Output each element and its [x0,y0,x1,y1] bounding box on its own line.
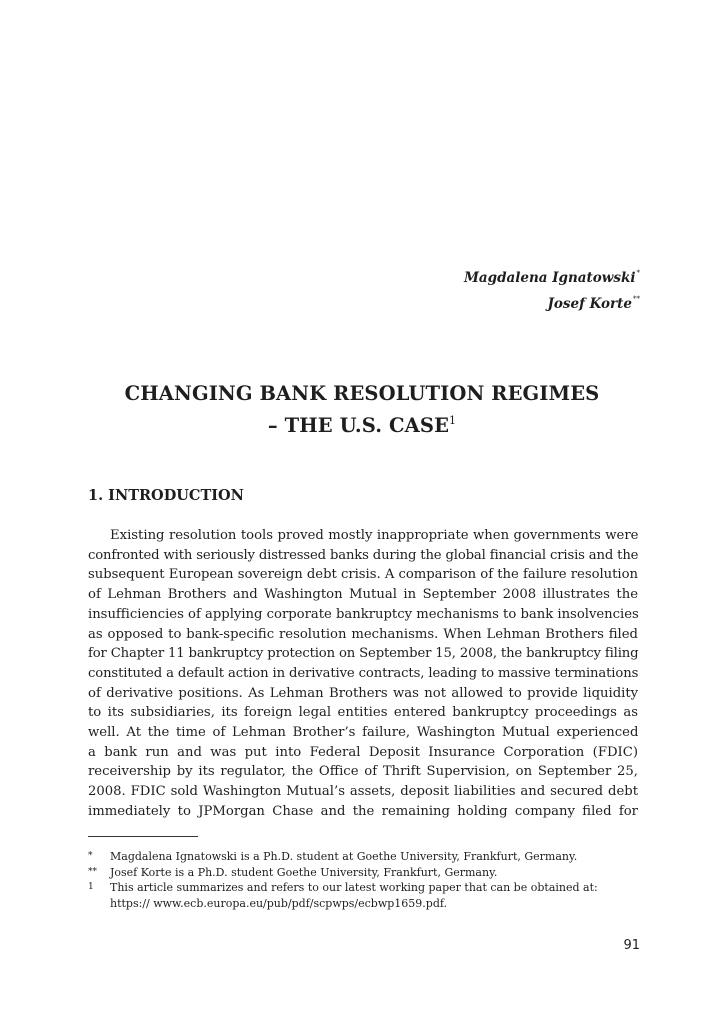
page-number: 91 [623,938,640,953]
footnote-marker: 1 [88,882,94,892]
author-name: Magdalena Ignatowski* [463,269,640,286]
author-block [464,263,640,315]
paragraph-line: subsequent European sovereign debt crisis. A comparison of the failure resolution [88,567,638,583]
footnote-text: Magdalena Ignatowski is a Ph.D. student at Goethe University, Frankfurt, Germany. [110,850,578,863]
article-title [0,380,724,439]
author-name: Josef Korte** [547,295,640,312]
title-line: – THE U.S. CASE$^1$ [267,414,457,437]
footnote-marker: ** [88,866,97,877]
paragraph-line: constituted a default action in derivative contracts, leading to massive terminations [88,665,639,681]
paragraph-line: of Lehman Brothers and Washington Mutual in September 2008 illustrates the [88,587,638,603]
paragraph-line: a bank run and was put into Federal Deposit Insurance Corporation (FDIC) [88,744,638,760]
paragraph-line: for Chapter 11 bankruptcy protection on September 15, 2008, the bankruptcy filing [88,646,639,662]
paragraph-line: immediately to JPMorgan Chase and the remaining holding company filed for [88,803,638,819]
paragraph-line: confronted with seriously distressed banks during the global financial crisis and the [88,547,639,563]
paragraph-line: Existing resolution tools proved mostly inappropriate when governments were [110,528,639,543]
paragraph-line: as opposed to bank-specific resolution mechanisms. When Lehman Brothers filed [88,626,638,642]
footnote-marker: * [88,851,93,861]
paragraph-line: of derivative positions. As Lehman Brothers was not allowed to provide liquidity [88,685,639,701]
paragraph-line: 2008. FDIC sold Washington Mutual’s assets, deposit liabilities and secured debt [88,784,638,800]
footnote [88,849,640,865]
paragraph-line: receivership by its regulator, the Office of Thrift Supervision, on September 25, [88,764,638,780]
footnote [88,880,640,911]
title-line: CHANGING BANK RESOLUTION REGIMES [124,382,600,405]
author-footnote-mark: ** [633,295,640,303]
paragraph-line: well. At the time of Lehman Brother’s failure, Washington Mutual experienced [88,725,639,741]
author-footnote-mark: * [636,269,640,277]
section-heading: 1. INTRODUCTION [88,487,244,504]
footnote-text: This article summarizes and refers to our latest working paper that can be obtained at: https:// www.ecb.europa.eu/pub/pdf/scpwps/ecbwp1659.pdf. [110,881,598,910]
title-footnote-mark: 1 [449,414,457,427]
footnotes [88,849,640,911]
paragraph-line: to its subsidiaries, its foreign legal entities entered bankruptcy proceedings as [88,705,638,721]
footnote-text: Josef Korte is a Ph.D. student Goethe University, Frankfurt, Germany. [110,865,498,879]
footnote [88,865,640,881]
paragraph-line: insufficiencies of applying corporate bankruptcy mechanisms to bank insolvencies [88,606,639,622]
body-paragraph [88,526,638,822]
footnote-divider [88,836,198,837]
